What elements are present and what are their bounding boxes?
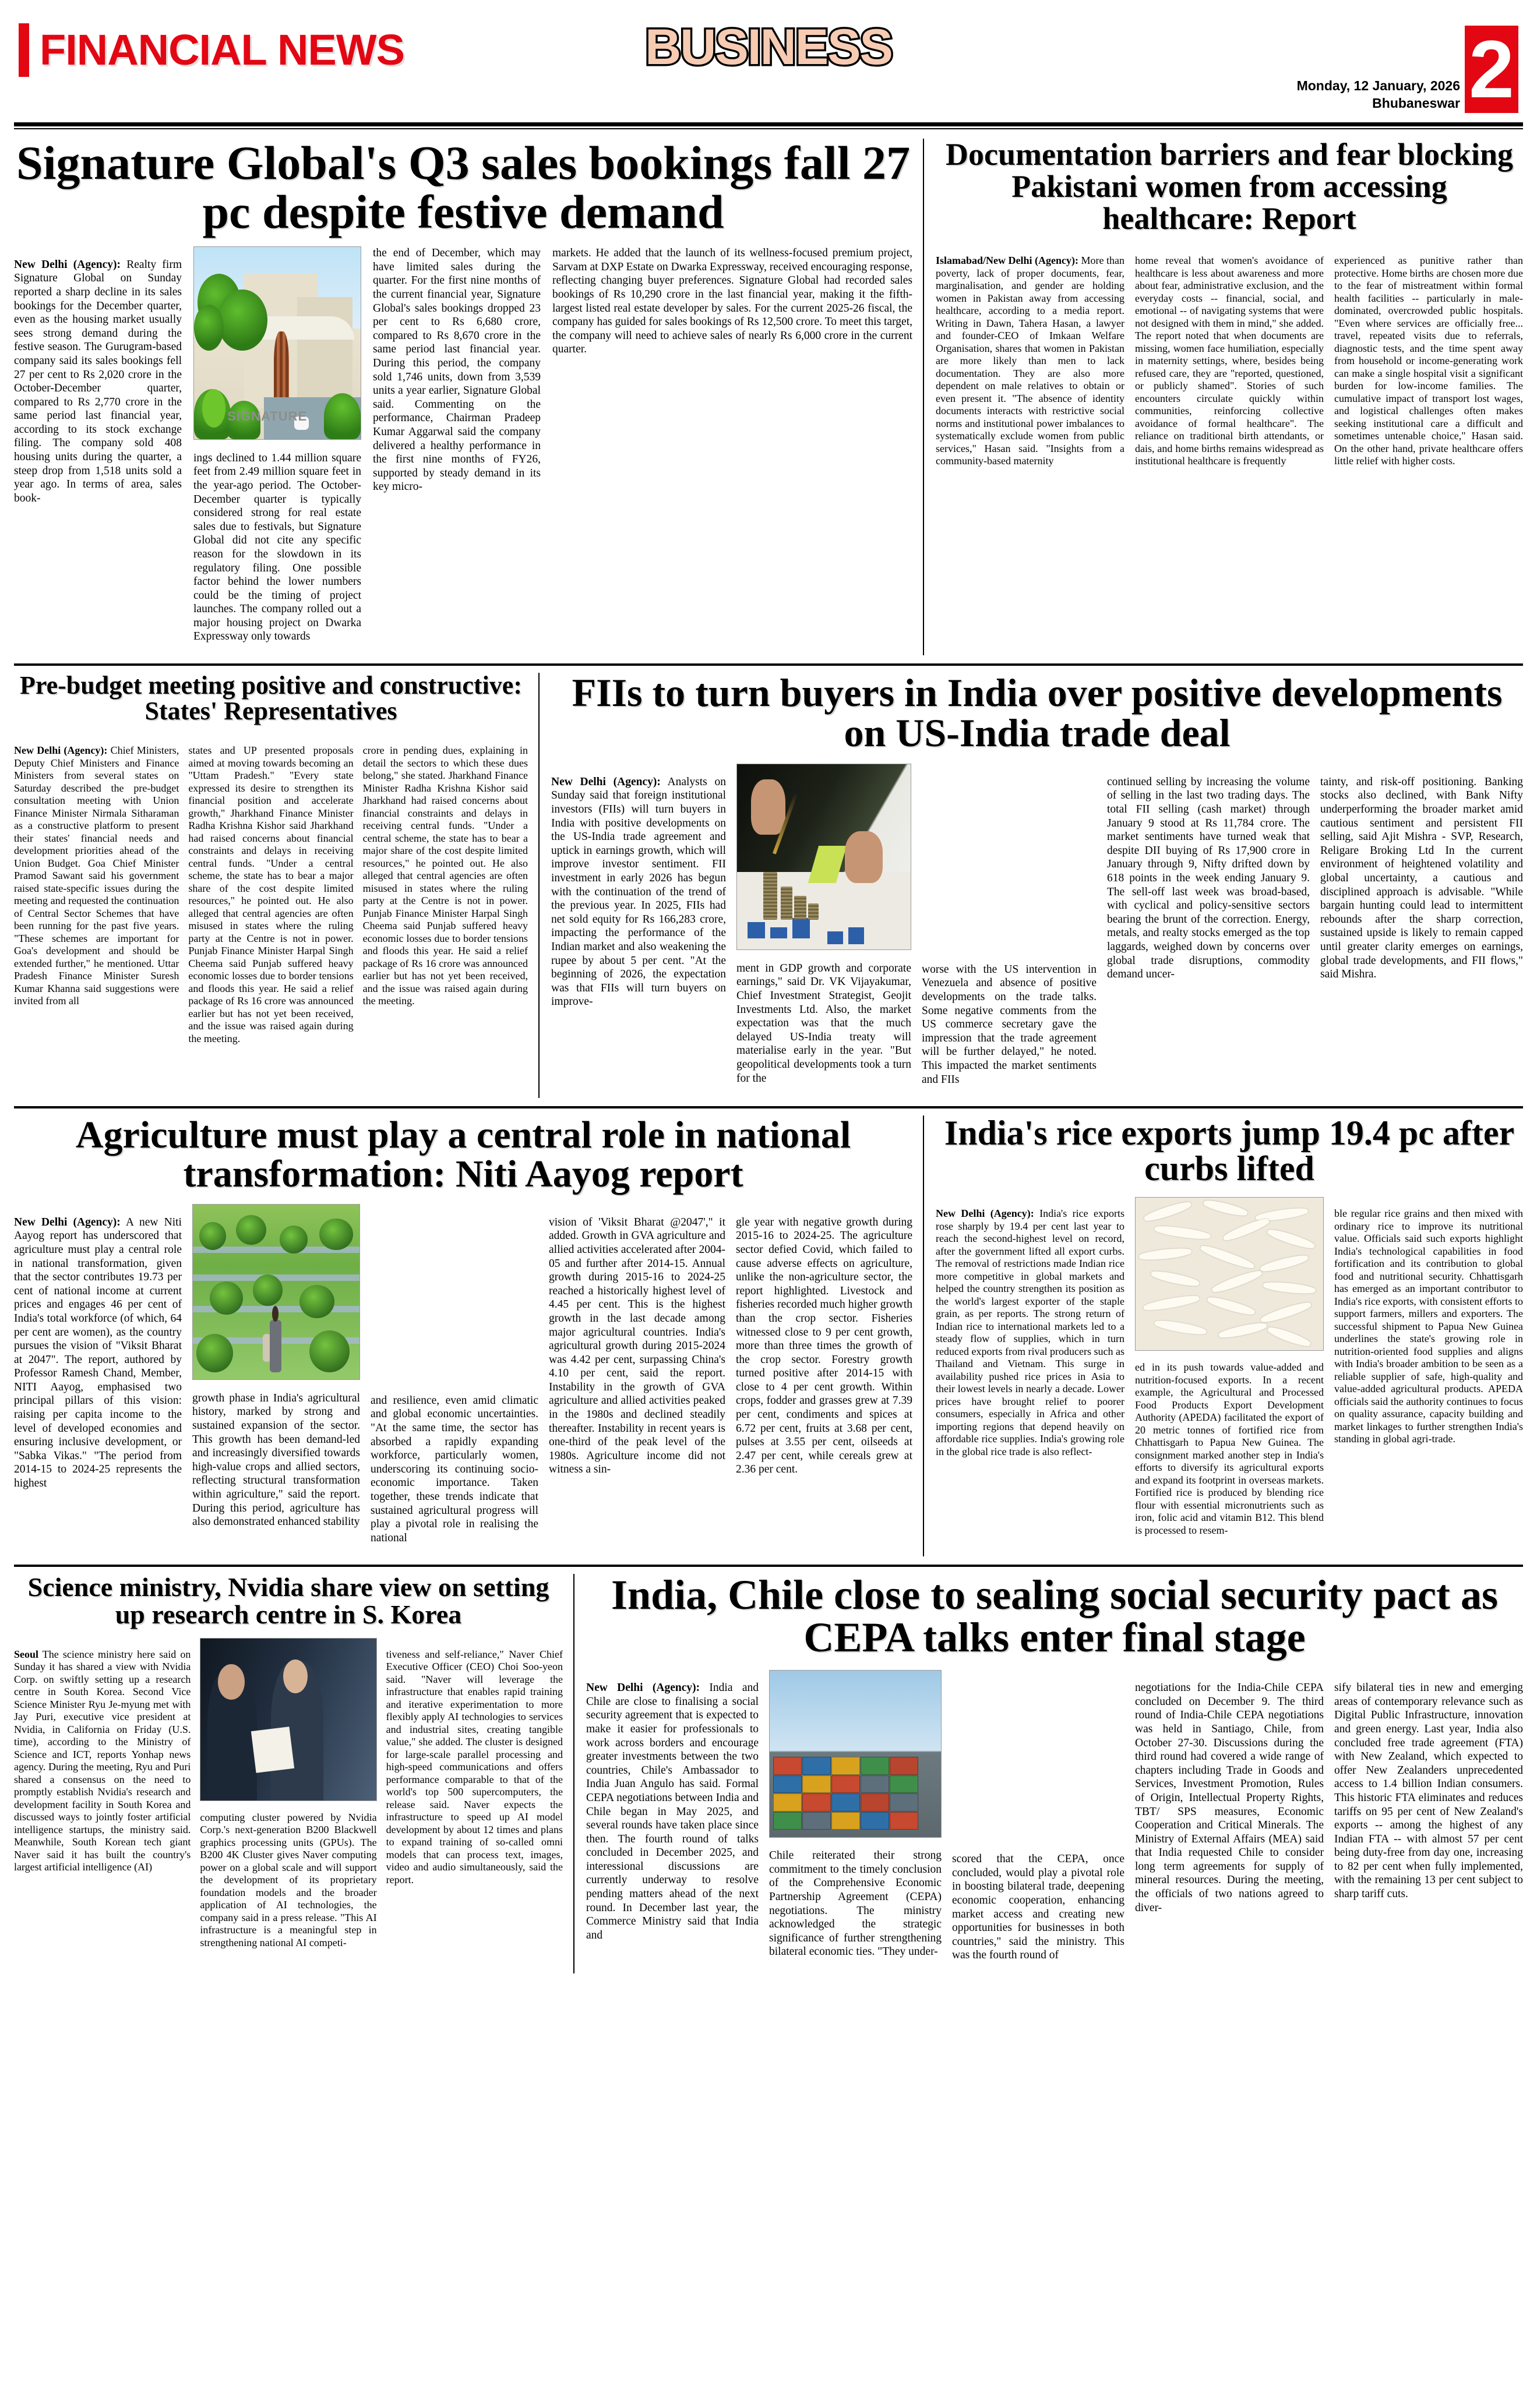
rice-columns (936, 1197, 1523, 1547)
dateline: New Delhi (Agency): (14, 744, 108, 757)
article-pakistani-women (923, 139, 1523, 655)
rice-col-2: ed in its push towards value-added and nutrition-focused exports. In a recent example, the Agricultural and Processed Food Products Export Development Authority (APEDA) facilitated the export of 20 metric tonnes of fortified rice from Chhattisgarh to Papua New Guinea. The consignment marked another step in India's efforts to diversify its agricultural exports and expand its footprint in overseas markets. Fortified rice is produced by blending rice flour with essential micronutrients such as iron, folic acid and vitamin B12. This blend is processed to resem- (1135, 1361, 1324, 1536)
pakistani-col-2: home reveal that women's avoidance of healthcare is less about awareness and more about fear, administrative exclusion, and the everyday costs -- financial, social, and emotional -- of navigating systems that were not designed with them in mind," she added. The report noted that when documents are missing, women face humiliation, especially in maternity settings, where, besides being refused care, they are "reported, questioned, or publicly shamed". Stories of such encounters circulate quickly within communities, reinforcing collective avoidance of formal healthcare". The reliance on traditional birth attendants, or dais, and home births remains widespread as institutional healthcare is frequently (1135, 255, 1324, 467)
rice-photo-figure (1135, 1197, 1324, 1351)
fii-photo-figure (736, 764, 911, 950)
agriculture-col-5: gle year with negative growth during 2015-16 to 2024-25. The agriculture sector defied Covid, which failed to cause adverse effects on agriculture, unlike the non-agriculture sector, the report highlighted. Livestock and fisheries recorded much higher growth than the crop sector. Fisheries witnessed close to 9 per cent growth, more than three times the growth of the crop sector. Forestry growth turned positive after 2014-15 with close to 4 per cent growth. Within crops, fodder and grasses grew at 7.39 per cent, condiments and spices at 6.72 per cent, fruits at 3.68 per cent, pulses at 3.55 per cent, oilseeds at 2.47 per cent, while cereals grew at 2.36 per cent. (736, 1216, 912, 1476)
signature-photo-figure (193, 246, 361, 440)
fii-money-photo (736, 764, 911, 950)
low-zone (14, 1115, 1523, 1556)
cepa-col-1: New Delhi (Agency): India and Chile are close to finalising a social security agreement that is expected to make it easier for professionals to work across borders and encourage greater investments between the two countries, Chile's Ambassador to India Juan Angulo has said. Formal CEPA negotiations between India and Chile began in May 2025, and several rounds have taken place since then. The fourth round of talks concluded in December 2025, and interessional discussions are currently underway to resolve pending matters ahead of the next round. In December last year, the Commerce Ministry said that India and (586, 1682, 759, 1941)
dateline: New Delhi (Agency): (586, 1682, 700, 1694)
section-title: BUSINESS (645, 19, 892, 75)
headline-fii: FIIs to turn buyers in India over positive developments on US-India trade deal (572, 670, 1503, 755)
separator-2 (14, 1106, 1523, 1108)
date-block (1297, 77, 1460, 112)
mid-zone (14, 670, 1523, 1098)
cepa-columns (586, 1670, 1523, 1974)
fii-col-5: tainty, and risk-off positioning. Banking stocks also declined, with Bank Nifty underperforming the broader market amid cautious sentiment and persistent FII selling, said Ajit Mishra - SVP, Research, Religare Broking Ltd In the current environment of heightened volatility and global uncertainty, a cautious and disciplined approach is advisable. "While bargain hunting could lead to intermittent rebounds after the sharp correction, sustained upside is likely to remain capped until greater clarity emerges on earnings, global trade developments, and FII flows," said Mishra. (1320, 775, 1523, 981)
agriculture-col-4: vision of 'Viksit Bharat @2047'," it added. Growth in GVA agriculture and allied activities accelerated after 2004-05 and further after 2014-15. Annual growth during 2015-16 to 2024-25 reached a historically highest level of 4.45 per cent. This is the highest growth in the last decade among major agricultural countries. India's agricultural growth during 2015-2024 was 4.42 per cent, surpassing China's 4.10 per cent, said the report. Instability in the growth of GVA agriculture and allied activities peaked in the 1980s and declined steadily thereafter. Instability in recent years is one-third of the peak level of the 1980s. Agriculture income did not witness a sin- (549, 1216, 725, 1476)
publication-date: Monday, 12 January, 2026 (1296, 78, 1460, 93)
headline-pre-budget: Pre-budget meeting positive and constructive: States' Representatives (20, 670, 522, 726)
masthead-rule-thick (14, 122, 1523, 126)
pakistani-col-3: experienced as punitive rather than protective. Home births are chosen more due to the fear of mistreatment within formal health facilities -- particularly in male-dominated, overcrowded public hospitals. "Even where services are officially free... travel, repeated visits due to referrals, diagnostic tests, and the time spent away from household or income-generating work can make a single hospital visit a significant burden for low-income families. The cumulative impact of transport lost wages, and logistical challenges often makes seeking institutional care a difficult and sometimes untenable choice," Hasan said. On the other hand, private healthcare offers little relief with higher costs. (1334, 255, 1523, 467)
agriculture-farm-photo (192, 1204, 360, 1380)
brand-logo (19, 23, 404, 77)
dateline: Seoul (14, 1648, 39, 1660)
article-signature-global (14, 136, 923, 655)
nvidia-col-1: Seoul The science ministry here said on Sunday it has shared a view with Nvidia Corp. on swiftly setting up a research centre in South Korea. Second Vice Science Minister Ryu Je-myung met with Jay Puri, executive vice president at Nvidia, in California on Friday (U.S. time), according to the Ministry of Science and ICT, reports Yonhap news agency. During the meeting, Ryu and Puri shared a consensus on the need to promptly establish Nvidia's research and development facility in South Korea and discussed ways to jointly foster artificial intelligence startups, the ministry said. Meanwhile, South Korean tech giant Naver said it has built the country's largest artificial intelligence (AI) (14, 1648, 191, 1873)
pre-budget-columns (14, 734, 528, 1055)
cepa-col-2: Chile reiterated their strong commitment to the timely conclusion of the Comprehensive Economic Partnership Agreement (CEPA) negotiations. The ministry acknowledged the strategic significance of further strengthening bilateral economic ties. "They under- (769, 1849, 942, 1958)
article-nvidia (14, 1574, 573, 1974)
dateline: New Delhi (Agency): (551, 775, 661, 788)
dateline: Islamabad/New Delhi (Agency): (936, 255, 1078, 267)
fii-col-1: New Delhi (Agency): Analysts on Sunday said that foreign institutional investors (FIIs) will turn buyers in India with positive developments on the US-India trade agreement and uptick in earnings growth, which will improve investor sentiment. FII investment in early 2026 has begun with the continuation of the trend of the previous year. In 2025, FIIs had net sold equity for Rs 166,283 crore, impacting the performance of the Indian market and also weakening the rupee by about 5 per cent. "At the beginning of 2026, the expectation was that FIIs will turn buyers on improve- (551, 775, 726, 1008)
headline-agriculture: Agriculture must play a central role in national transformation: Niti Aayog report (75, 1113, 851, 1195)
nvidia-meeting-photo (200, 1638, 376, 1801)
top-zone (14, 136, 1523, 655)
cepa-container-photo (769, 1670, 942, 1838)
cepa-col-3: scored that the CEPA, once concluded, would play a pivotal role in boosting bilateral trade, deepening economic cooperation, enhancing market access and creating new opportunities for businesses in both countries," said the ministry. This was the fourth round of (952, 1853, 1124, 1962)
agriculture-col-2: growth phase in India's agricultural history, marked by strong and sustained expansion of the sector. This growth has been demand-led and increasingly diversified towards high-value crops and allied sectors, reflecting structural transformation within agriculture," said the report. During this period, agriculture has also demonstrated enhanced stability (192, 1392, 360, 1528)
signature-col-3: the end of December, which may have limited sales during the quarter. For the first nine months of the current financial year, Signature Global's sales bookings dropped 23 per cent to Rs 6,680 crore, compared to Rs 8,670 crore in the same period last financial year. During this period, the company sold 1,746 units, down from 3,539 units a year earlier, Signature Global said. Commenting on the performance, Chairman Pradeep Kumar Aggarwal said the company delivered a healthy performance in the first nine months of FY26, supported by steady demand in its key micro- (373, 247, 541, 493)
headline-rice: India's rice exports jump 19.4 pc after curbs lifted (944, 1113, 1515, 1188)
cepa-col-4: negotiations for the India-Chile CEPA concluded on December 9. The third round of India-Chile CEPA negotiations was held in Santiago, Chile, from October 27-30. Discussions during the third round had covered a wide range of chapters including Trade in Goods and Services, Investment Promotion, Rules of Origin, Intellectual Property Rights, TBT/ SPS measures, Economic Cooperation and Critical Minerals. The Ministry of External Affairs (MEA) said that India requested Chile to consider long term agreements for supply of mineral resources. During the meeting, the officials of two nations agreed to diver- (1135, 1682, 1324, 1914)
rice-col-1: New Delhi (Agency): India's rice exports rose sharply by 19.4 per cent last year to reach the second-highest level on record, after the government lifted all export curbs. The removal of restrictions made Indian rice more competitive in global markets and helped the country strengthen its position as the world's largest exporter of the staple grain, as per reports. The strong return of Indian rice to international markets led to a steady flow of supplies, which in turn reduced exports from rival producers such as Thailand and Vietnam. This surge in availability pushed rice prices in Asia to their lowest levels in nearly a decade. Lower prices have brought relief to poorer consumers, especially in Africa and other importing regions that depend heavily on affordable rice supplies. India's growing role in the global rice trade is also reflect- (936, 1207, 1124, 1457)
cepa-photo-figure (769, 1670, 942, 1838)
nvidia-col-3: tiveness and self-reliance," Naver Chief Executive Officer (CEO) Choi Soo-yeon said. "Naver will leverage the infrastructure that enables rapid training and iterative experimentation to more flexibly apply AI technologies to services and industrial sites, creating tangible value," she added. The cluster is designed for large-scale parallel processing and high-speed communications and offers performance comparable to that of the world's top 500 supercomputers, the release said. Naver expects the infrastructure to speed up AI model development by about 12 times and plans to expand training of so-called omni models that can process text, images, video and audio simultaneously, said the report. (386, 1648, 563, 1886)
masthead-rule-thin (14, 128, 1523, 129)
article-rice (923, 1115, 1523, 1556)
brand-title: FINANCIAL NEWS (40, 26, 404, 74)
brand-accent-bar (19, 23, 29, 77)
separator-1 (14, 663, 1523, 666)
pre-budget-col-3: crore in pending dues, explaining in detail the sectors to which these dues belong," she stated. Jharkhand Finance Minister Radha Krishna Kishor said Jharkhand had raised concerns about financial constraints and delays in receiving central funds. "Under a central scheme, the state has to bear a major share of the cost despite limited resources," he pointed out. He also alleged that central agencies are often misused in states where the ruling party at the Centre is not in power. Punjab Finance Minister Harpal Singh Cheema said Punjab suffered heavy economic losses due to border tensions and floods this year. He said a relief package of Rs 16 crore was announced earlier but has not yet been received, and the issue was raised again during the meeting. (362, 744, 528, 1007)
fii-col-3: worse with the US intervention in Venezuela and absence of positive developments on the trade talks. Some negative comments from the US commerce secretary gave the impression that the trade agreement will be further delayed," he noted. This impacted the market sentiments and FIIs (922, 963, 1097, 1086)
bottom-zone (14, 1571, 1523, 1974)
masthead (14, 0, 1523, 121)
headline-cepa: India, Chile close to sealing social security pact as CEPA talks enter final stage (611, 1571, 1498, 1661)
pre-budget-col-1: New Delhi (Agency): Chief Ministers, Deputy Chief Ministers and Finance Ministers from several states on Saturday described the pre-budget consultation meeting with Union Finance Minister Nirmala Sitharaman as a constructive platform to present their states' financial needs and development priorities ahead of the Union Budget. Goa Chief Minister Pramod Sawant said his government raised state-specific issues during the meeting and requested the continuation of Central Sector Schemes that have been running for the past five years. "These schemes are important for Goa's development and should be extended further," he mentioned. Uttar Pradesh Finance Minister Suresh Kumar Khanna said suggestions were invited from all (14, 744, 179, 1007)
dateline: New Delhi (Agency): (14, 258, 121, 271)
nvidia-photo-figure (200, 1638, 376, 1801)
agriculture-columns (14, 1204, 912, 1556)
pre-budget-col-2: states and UP presented proposals aimed at moving towards becoming an "Uttam Pradesh." "Every state expressed its desire to strengthen its financial position and accelerate growth," Jharkhand Finance Minister Radha Krishna Kishor said Jharkhand had raised concerns about financial constraints and delays in receiving central funds. "Under a central scheme, the state has to bear a major share of the cost despite limited resources," he pointed out. He also alleged that central agencies are often misused in states where the ruling party at the Centre is not in power. Punjab Finance Minister Harpal Singh Cheema said Punjab suffered heavy economic losses due to border tensions and floods this year. He said a relief package of Rs 16 crore was announced earlier but has not yet been received, and the issue was raised again during the meeting. (188, 744, 354, 1044)
publication-city: Bhubaneswar (1372, 96, 1460, 111)
fii-col-2: ment in GDP growth and corporate earnings," said Dr. VK Vijayakumar, Chief Investment Strategist, Geojit Investments Ltd. Also, the market expectation was that the much delayed US-India treaty will materialise early in the year. "But geopolitical developments took a turn for the (736, 962, 911, 1085)
agriculture-photo-figure (192, 1204, 360, 1380)
separator-3 (14, 1565, 1523, 1567)
pakistani-columns (936, 244, 1523, 478)
signature-col-2: ings declined to 1.44 million square feet from 2.49 million square feet in the year-ago period. The October-December quarter is typically considered strong for real estate sales due to festivals, but Signature Global did not cite any specific reason for the slowdown in its regulatory filing. One possible factor behind the lower numbers could be the timing of project launches. The company rolled out a major housing project on Dwarka Expressway only towards (193, 451, 361, 643)
signature-global-photo (193, 246, 361, 440)
nvidia-columns (14, 1638, 563, 1960)
signature-col-4: markets. He added that the launch of its wellness-focused premium project, Sarvam at DXP Estate on Dwarka Expressway, received encouraging response, reflecting changing buyer preferences. Signature Global had recorded sales bookings of Rs 10,290 crore in the last financial year, making it the fifth-largest listed real estate developer by sales. For the current 2025-26 fiscal, the company has guided for sales bookings of Rs 12,500 crore. To meet this target, the company will need to achieve sales of nearly Rs 6,000 crore in the current quarter. (552, 247, 913, 356)
fii-columns (551, 764, 1523, 1097)
article-fii (538, 670, 1523, 1098)
rice-col-3: ble regular rice grains and then mixed with ordinary rice to improve its nutritional value. Officials said such exports highlight India's technological capabilities in food fortification and its contribution to global food and nutritional security. Chhattisgarh has emerged as an important contributor to India's rice exports, with consistent efforts to support farmers, millers and exporters. The successful shipment to Papua New Guinea underlines the state's growing role in nutrition-oriented food supplies and aligns with India's broader ambition to be seen as a reliable supplier of safe, high-quality and value-added agricultural products. APEDA officials said the authority continues to focus on quality assurance, capacity building and market linkages to further strengthen India's standing in global agri-trade. (1334, 1207, 1523, 1445)
headline-nvidia: Science ministry, Nvidia share view on setting up research centre in S. Korea (27, 1572, 549, 1629)
rice-photo (1135, 1197, 1324, 1351)
headline-signature-global: Signature Global's Q3 sales bookings fall 27 pc despite festive demand (16, 136, 911, 238)
signature-col-1: New Delhi (Agency): Realty firm Signature Global on Sunday reported a sharp decline in its sales bookings for the December quarter, even as the housing market usually sees strong demand during the festive season. The Gurugram-based company said its sales bookings fell 27 per cent to Rs 2,020 crore in the October-December quarter, compared to Rs 2,770 crore in the same period last financial year, according to its stock exchange filing. The company sold 408 housing units during the quarter, a steep drop from 1,518 units sold a year ago. In terms of area, sales book- (14, 258, 182, 504)
article-pre-budget (14, 670, 538, 1098)
dateline: New Delhi (Agency): (936, 1207, 1034, 1219)
fii-col-4: continued selling by increasing the volume of selling in the last two trading days. The total FII selling (cash market) through January 9 stood at Rs 11,784 crore. The market sentiments have turned weak that despite DII buying of Rs 17,900 crore in January through 9, Nifty drifted down by 618 points in the week ending January 9. The sell-off last week was broad-based, with cyclical and policy-sensitive sectors bearing the brunt of the correction. Energy, metals, and realty stocks emerged as the top laggards, weighed down by concerns over global trade disruptions, commodity demand uncer- (1107, 775, 1310, 981)
agriculture-col-1: New Delhi (Agency): A new Niti Aayog report has underscored that agriculture must play a central role in national transformation, given that the sector contributes 19.73 per cent of national income at current prices and engages 46 per cent of India's total workforce (of which, 64 per cent are women), as the country pursues the vision of "Viksit Bharat at 2047". The report, authored by Professor Ramesh Chand, Member, NITI Aayog, emphasised two principal pillars of this vision: raising per capita income to the level of developed economies and ensuring inclusive development, or "Sabka Vikas." "The period from 2014-15 to 2024-25 represents the highest (14, 1216, 182, 1490)
signature-photo-logo-text: SIGNATURE (227, 408, 308, 423)
dateline: New Delhi (Agency): (14, 1216, 121, 1228)
page-number-badge: 2 (1465, 26, 1518, 113)
article-agriculture (14, 1115, 923, 1556)
article-cepa (573, 1571, 1523, 1974)
nvidia-col-2: computing cluster powered by Nvidia Corp.'s next-generation B200 Blackwell graphics processing units (GPUs). The B200 4K Cluster gives Naver computing power on a global scale and will support the development of its proprietary foundation models and the broader application of AI technologies, the company said in a press release. "This AI infrastructure is a meaningful step in strengthening national AI competi- (200, 1811, 377, 1948)
pakistani-col-1: Islamabad/New Delhi (Agency): More than poverty, lack of proper documents, fear, marginalisation, and gender are holding women in Pakistan away from accessing healthcare, according to a media report. Writing in Dawn, Tahera Hasan, a lawyer and founder-CEO of Imkaan Welfare Organisation, shares that women in Pakistan are more likely than men to lack documentation. They are also more dependent on male relatives to obtain or even present it. "The absence of identity documents interacts with restrictive social norms and institutional power imbalances to systematically exclude women from public services," Hasan said. "Insights from a community-based maternity (936, 255, 1124, 467)
headline-pakistani-women: Documentation barriers and fear blocking Pakistani women from accessing healthcare: Report (946, 137, 1513, 236)
cepa-col-5: sify bilateral ties in new and emerging areas of contemporary relevance such as Digital Public Infrastructure, innovation and green energy. Last year, India also concluded free trade agreement (FTA) with New Zealand, which expected to offer New Zealanders unprecedented access to 1.4 billion Indian consumers. This historic FTA eliminates and reduces tariffs on 95 per cent of New Zealand's exports -- among the highest of any Indian FTA -- with almost 57 per cent being duty-free from day one, increasing to 82 per cent when fully implemented, with the remaining 13 per cent subject to sharp tariff cuts. (1334, 1682, 1523, 1901)
agriculture-col-3: and resilience, even amid climatic and global economic uncertainties. "At the same time, the sector has absorbed a rapidly expanding workforce, particularly women, underscoring its continuing socio-economic importance. Taken together, these trends indicate that sustained agricultural progress will play a pivotal role in realising the national (371, 1394, 538, 1544)
signature-columns (14, 246, 912, 655)
